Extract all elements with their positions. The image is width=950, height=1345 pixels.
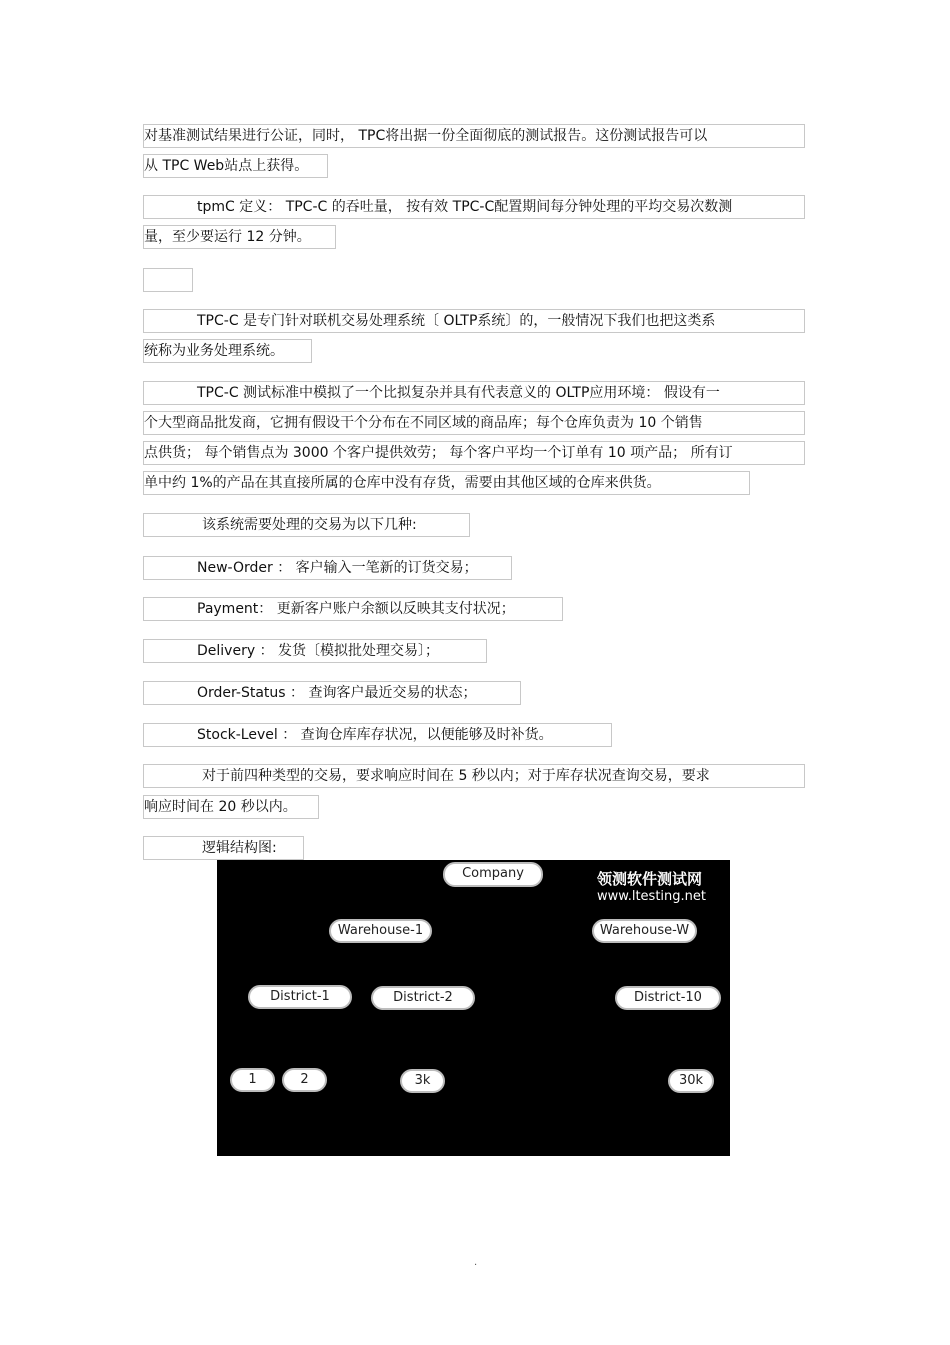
p3-line-2: 统称为业务处理系统。	[143, 339, 312, 363]
tx-stock-level: Stock-Level ： 查询仓库库存状况，以便能够及时补货。	[143, 723, 612, 747]
node-warehouse-w: Warehouse-W	[592, 919, 697, 943]
node-customer-1: 1	[230, 1068, 275, 1092]
diagram-caption: 逻辑结构图:	[143, 836, 304, 860]
p4-line-4: 单中约 1%的产品在其直接所属的仓库中没有存货，需要由其他区域的仓库来供货。	[143, 471, 750, 495]
footer-dot: .	[474, 1257, 478, 1268]
tx-delivery: Delivery ： 发货〔模拟批处理交易〕；	[143, 639, 487, 663]
p6-line-1: 对于前四种类型的交易，要求响应时间在 5 秒以内；对于库存状况查询交易，要求	[143, 764, 805, 788]
node-customer-30k: 30k	[668, 1069, 714, 1093]
p5-line: 该系统需要处理的交易为以下几种:	[143, 513, 470, 537]
p4-line-1: TPC-C 测试标准中模拟了一个比拟复杂并具有代表意义的 OLTP应用环境： 假设有一	[143, 381, 805, 405]
node-customer-2: 2	[282, 1068, 327, 1092]
logical-structure-diagram	[217, 860, 730, 1156]
tx-payment: Payment： 更新客户账户余额以反映其支付状况；	[143, 597, 563, 621]
p4-line-3: 点供货； 每个销售点为 3000 个客户提供效劳； 每个客户平均一个订单有 10 项产品； 所有订	[143, 441, 805, 465]
node-district-1: District-1	[248, 985, 352, 1009]
watermark-url: www.ltesting.net	[597, 889, 706, 904]
p6-line-2: 响应时间在 20 秒以内。	[143, 795, 319, 819]
p1-line-2: 从 TPC Web站点上获得。	[143, 154, 328, 178]
node-warehouse-1: Warehouse-1	[329, 919, 432, 943]
p4-line-2: 个大型商品批发商，它拥有假设干个分布在不同区域的商品库；每个仓库负责为 10 个销售	[143, 411, 805, 435]
p1-line-1: 对基准测试结果进行公证，同时， TPC将出据一份全面彻底的测试报告。这份测试报告可以	[143, 124, 805, 148]
empty-box	[143, 268, 193, 292]
node-customer-3k: 3k	[400, 1069, 445, 1093]
p3-line-1: TPC-C 是专门针对联机交易处理系统〔 OLTP系统〕的，一般情况下我们也把这类系	[143, 309, 805, 333]
p2-line-2: 量，至少要运行 12 分钟。	[143, 225, 336, 249]
node-district-2: District-2	[371, 986, 475, 1010]
tx-order-status: Order-Status ： 查询客户最近交易的状态；	[143, 681, 521, 705]
node-district-10: District-10	[615, 986, 721, 1010]
node-company: Company	[443, 862, 543, 887]
p2-line-1: tpmC 定义： TPC-C 的吞吐量， 按有效 TPC-C配置期间每分钟处理的平均交易次数测	[143, 195, 805, 219]
tx-new-order: New-Order ： 客户输入一笔新的订货交易；	[143, 556, 512, 580]
watermark-cn: 领测软件测试网	[597, 870, 703, 888]
